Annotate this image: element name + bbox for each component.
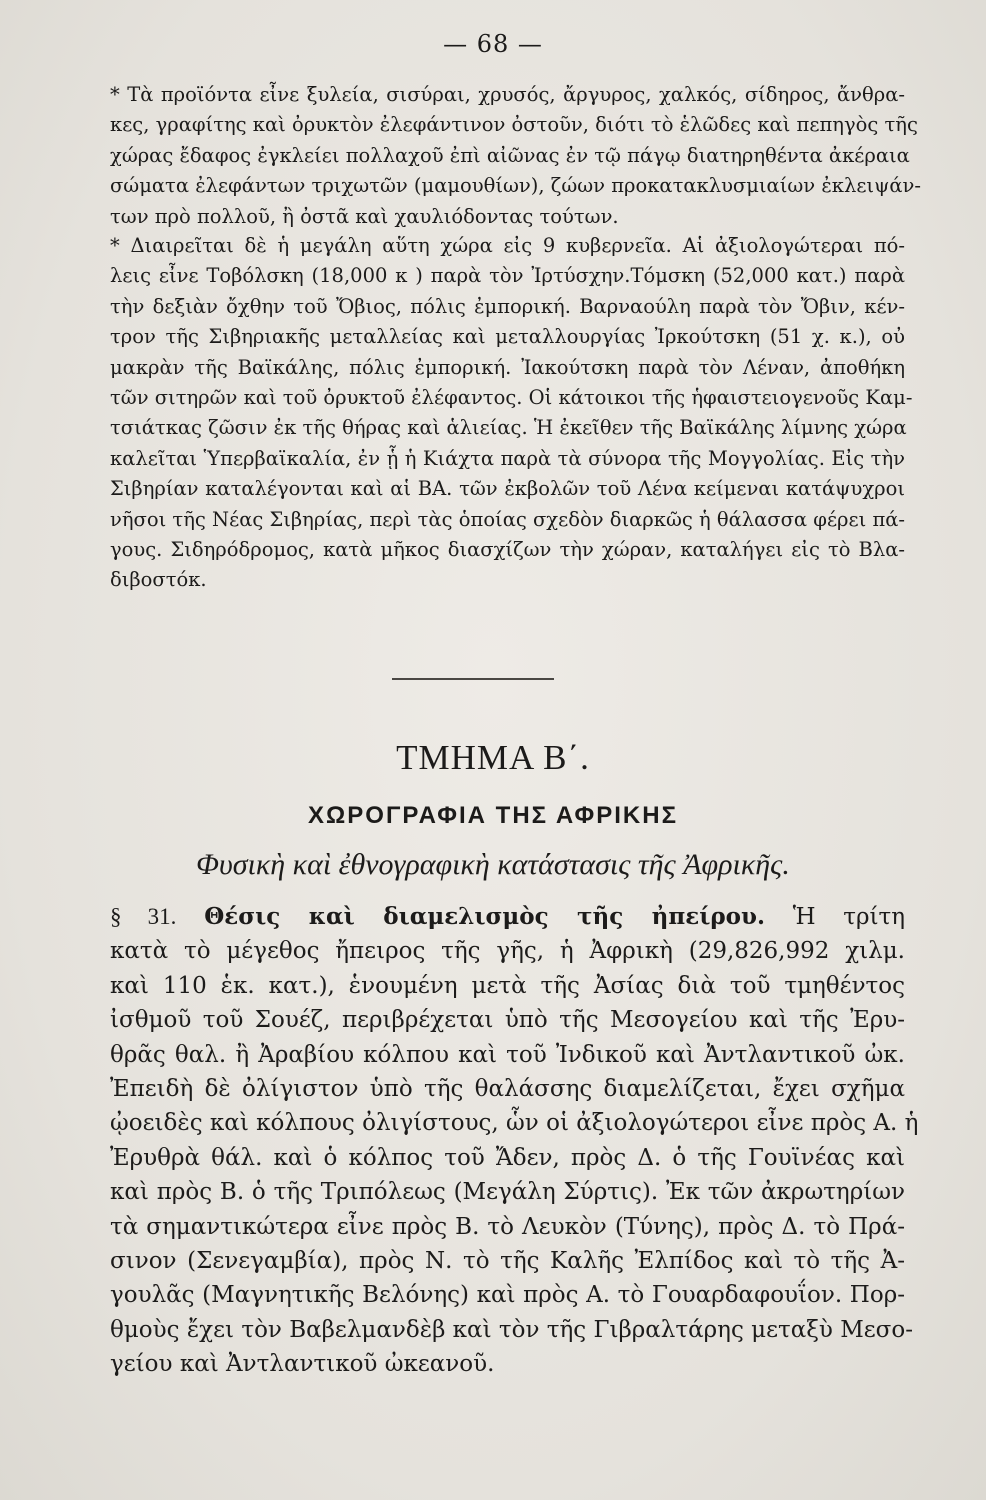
footnote-line: χώρας ἔδαφος ἐγκλείει πολλαχοῦ ἐπὶ αἰῶνας ἐν τῷ πάγῳ διατηρηθέντα ἀκέραια	[110, 143, 910, 167]
footnote-line: Σιβηρίαν καταλέγονται καὶ αἱ ΒΑ. τῶν ἐκβολῶν τοῦ Λένα κείμεναι κατάψυχροι	[110, 477, 905, 501]
footnote-line: τσιάτκας ζῶσιν ἐκ τῆς θήρας καὶ ἁλιείας. Ἡ ἐκεῖθεν τῆς Βαϊκάλης λίμνης χώρα	[110, 416, 907, 440]
section-heading: ΤΜΗΜΑ Β΄.	[396, 738, 590, 777]
body-line: Ἐπειδὴ δὲ ὀλίγιστον ὑπὸ τῆς θαλάσσης διαμελίζεται, ἔχει σχῆμα	[110, 1076, 905, 1103]
footnote-line: σώματα ἐλεφάντων τριχωτῶν (μαμουθίων), ζώων προκατακλυσμιαίων ἐκλειψάν-	[110, 174, 921, 198]
footnote-line: γους. Σιδηρόδρομος, κατὰ μῆκος διασχίζων τὴν χώραν, καταλήγει εἰς τὸ Βλα-	[110, 538, 905, 562]
footnote-line: καλεῖται Ὑπερβαϊκαλία, ἐν ᾗ ἡ Κιάχτα παρὰ τὰ σύνορα τῆς Μογγολίας. Εἰς τὴν	[110, 446, 905, 470]
footnote-line: * Διαιρεῖται δὲ ἡ μεγάλη αὕτη χώρα εἰς 9 κυβερνεῖα. Αἱ ἀξιολογώτεραι πό-	[110, 234, 905, 257]
body-line: θρᾶς θαλ. ἢ Ἀραβίου κόλπου καὶ τοῦ Ἰνδικοῦ καὶ Ἀντλαντικοῦ ὠκ.	[110, 1041, 905, 1068]
body-line: Ἐρυθρὰ θάλ. καὶ ὁ κόλπος τοῦ Ἄδεν, πρὸς Δ. ὁ τῆς Γουϊνέας καὶ	[110, 1144, 905, 1171]
body-line: ἰσθμοῦ τοῦ Σουέζ, περιβρέχεται ὑπὸ τῆς Μεσογείου καὶ τῆς Ἐρυ-	[110, 1007, 905, 1034]
body-line: γείου καὶ Ἀντλαντικοῦ ὠκεανοῦ.	[110, 1351, 495, 1378]
body-line: θμοὺς ἔχει τὸν Βαβελμανδὲβ καὶ τὸν τῆς Γιβραλτάρης μεταξὺ Μεσο-	[110, 1316, 914, 1343]
footnote-line: διβοστόκ.	[110, 568, 207, 592]
footnote-line: λεις εἶνε Τοβόλσκη (18,000 κ ) παρὰ τὸν Ἰρτύσχην.Τόμσκη (52,000 κατ.) παρὰ	[110, 264, 905, 288]
footnote-line: νῆσοι τῆς Νέας Σιβηρίας, περὶ τὰς ὁποίας σχεδὸν διαρκῶς ἡ θάλασσα φέρει πά-	[110, 507, 906, 531]
body-line: σινον (Σενεγαμβία), πρὸς Ν. τὸ τῆς Καλῆς Ἐλπίδος καὶ τὸ τῆς Ἀ-	[110, 1248, 905, 1275]
footnote-line: των πρὸ πολλοῦ, ἢ ὀστᾶ καὶ χαυλιόδοντας τούτων.	[110, 204, 619, 228]
section-title: Θέσις καὶ διαμελισμὸς τῆς ἠπείρου.	[204, 903, 765, 930]
body-first-line	[110, 900, 905, 934]
footnote-line: τρον τῆς Σιβηριακῆς μεταλλείας καὶ μεταλλουργίας Ἰρκούτσκη (51 χ. κ.), οὐ	[110, 325, 905, 349]
body-line: καὶ 110 ἑκ. κατ.), ἑνουμένη μετὰ τῆς Ἀσίας διὰ τοῦ τμηθέντος	[110, 972, 905, 999]
footnote-line: * Τὰ προϊόντα εἶνε ξυλεία, σισύραι, χρυσός, ἄργυρος, χαλκός, σίδηρος, ἄνθρα-	[110, 83, 905, 106]
chapter-subtitle: Φυσικὴ καὶ ἐθνογραφικὴ κατάστασις τῆς Ἀφρικῆς.	[196, 848, 790, 881]
footnote-products	[110, 80, 921, 232]
footnote-line: κες, γραφίτης καὶ ὀρυκτὸν ἐλεφάντινον ὀστοῦν, διότι τὸ ἑλῶδες καὶ πεπηγὸς τῆς	[110, 113, 918, 137]
page-number: — 68 —	[443, 30, 543, 58]
section-divider	[392, 678, 554, 680]
body-line: ᾠοειδὲς καὶ κόλπους ὀλιγίστους, ὧν οἱ ἀξιολογώτεροι εἶνε πρὸς Α. ἡ	[110, 1110, 919, 1137]
body-line: Ἡ τρίτη	[792, 904, 906, 930]
body-line: γουλᾶς (Μαγνητικῆς Βελόνης) καὶ πρὸς Α. τὸ Γουαρδαφουΐον. Πορ-	[110, 1282, 905, 1309]
footnote-governorates	[110, 231, 913, 596]
chapter-heading: ΧΩΡΟΓΡΑΦΙΑ ΤΗΣ ΑΦΡΙΚΗΣ	[308, 802, 678, 829]
body-line: τὰ σημαντικώτερα εἶνε πρὸς Β. τὸ Λευκὸν (Τύνης), πρὸς Δ. τὸ Πρά-	[110, 1213, 905, 1240]
footnote-line: τὴν δεξιὰν ὄχθην τοῦ Ὄβιος, πόλις ἐμπορική. Βαρναούλη παρὰ τὸν Ὄβιν, κέν-	[110, 294, 905, 318]
body-line: καὶ πρὸς Β. ὁ τῆς Τριπόλεως (Μεγάλη Σύρτις). Ἐκ τῶν ἀκρωτηρίων	[110, 1179, 905, 1206]
body-line: κατὰ τὸ μέγεθος ἤπειρος τῆς γῆς, ἡ Ἀφρικὴ (29,826,992 χιλμ.	[110, 938, 905, 965]
footnote-line: τῶν σιτηρῶν καὶ τοῦ ὀρυκτοῦ ἐλέφαντος. Οἱ κάτοικοι τῆς ἡφαιστειογενοῦς Καμ-	[110, 386, 913, 410]
section-body	[110, 900, 919, 1382]
section-number: § 31.	[110, 904, 177, 929]
footnote-line: μακρὰν τῆς Βαϊκάλης, πόλις ἐμπορική. Ἰακούτσκη παρὰ τὸν Λέναν, ἀποθήκη	[110, 355, 905, 379]
